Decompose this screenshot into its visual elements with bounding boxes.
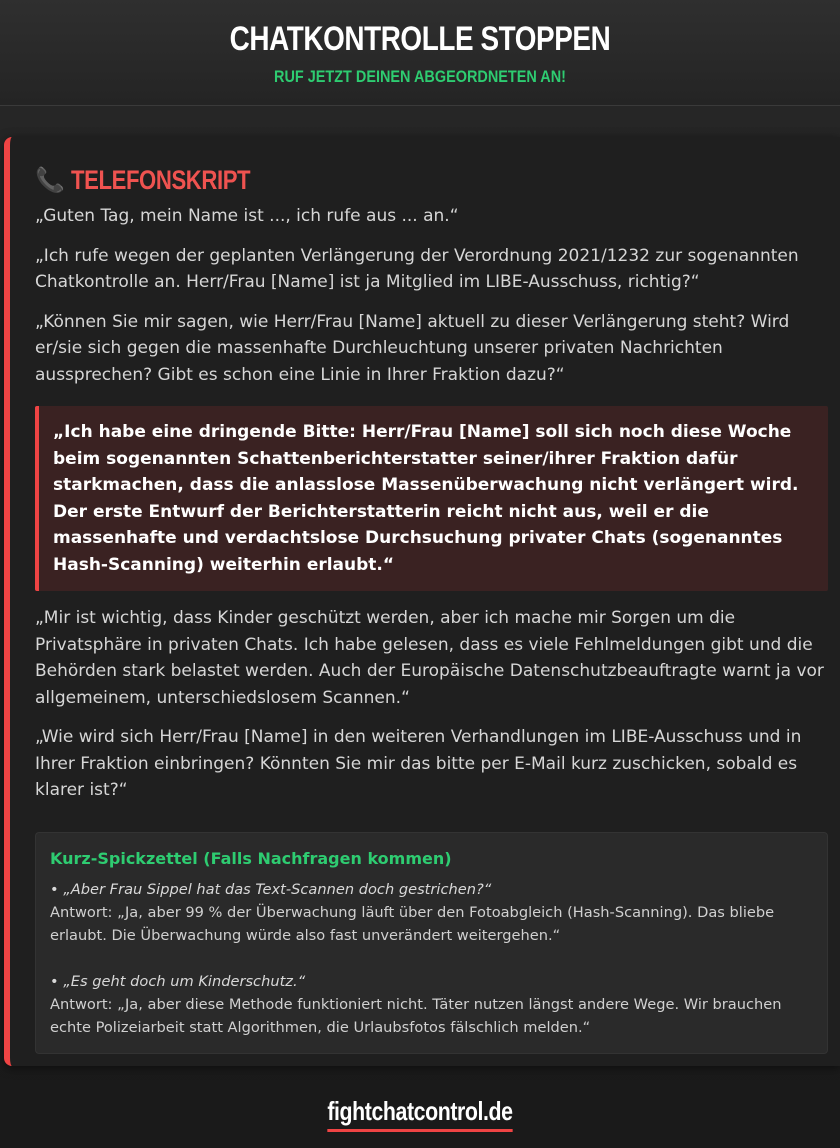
- tip-answer: Antwort: „Ja, aber 99 % der Überwachung läuft über den Fotoabgleich (Hash-Scanning). Das bliebe erlaubt. Die Überwachung würde also fast unverändert weitergehen.“: [50, 903, 775, 944]
- website-link[interactable]: fightchatcontrol.de: [327, 1096, 512, 1132]
- tip-answer: Antwort: „Ja, aber diese Methode funktioniert nicht. Täter nutzen längst andere Wege. Wir brauchen echte Polizeiarbeit statt Algorithmen, die Urlaubsfotos fälschlich melden.“: [50, 995, 782, 1036]
- cheat-sheet-item: [50, 970, 813, 1039]
- page-title: CHATKONTROLLE STOPPEN: [229, 20, 611, 58]
- cheat-sheet-item: [50, 878, 813, 947]
- page-header: [0, 0, 840, 106]
- script-paragraph-5: „Wie wird sich Herr/Frau [Name] in den weiteren Verhandlungen im LIBE-Ausschuss und in Ihrer Fraktion einbringen? Könnten Sie mir das bitte per E-Mail kurz zuschicken, sobald es klarer ist?“: [35, 727, 802, 800]
- highlight-box: [35, 406, 828, 591]
- card-title-text: TELEFONSKRIPT: [71, 164, 251, 195]
- script-paragraph-4: „Mir ist wichtig, dass Kinder geschützt werden, aber ich mache mir Sorgen um die Privatsphäre in privaten Chats. Ich habe gelesen, dass es viele Fehlmeldungen gibt und die Behörden stark belastet werden. Auch der Europäische Datenschutzbeauftragte warnt ja vor allgemeinem, unterschiedslosem Scannen.“: [35, 608, 824, 708]
- script-paragraph-2: „Ich rufe wegen der geplanten Verlängerung der Verordnung 2021/1232 zur sogenannten Chatkontrolle an. Herr/Frau [Name] ist ja Mitglied im LIBE-Ausschuss, richtig?“: [35, 245, 799, 292]
- phone-script-card: [4, 137, 840, 1066]
- script-paragraph-1: „Guten Tag, mein Name ist ..., ich rufe aus ... an.“: [35, 206, 459, 226]
- script-paragraph-3: „Können Sie mir sagen, wie Herr/Frau [Name] aktuell zu dieser Verlängerung steht? Wird er/sie sich gegen die massenhafte Durchleuchtung unserer privaten Nachrichten aussprechen? Gibt es schon eine Linie in Ihrer Fraktion dazu?“: [35, 311, 790, 385]
- page-footer: [0, 1096, 840, 1132]
- cheat-sheet-box: [35, 832, 828, 1054]
- card-title: [35, 163, 828, 197]
- page-subtitle: RUF JETZT DEINEN ABGEORDNETEN AN!: [274, 67, 566, 86]
- tip-question: • „Es geht doch um Kinderschutz.“: [50, 972, 306, 990]
- tip-question: • „Aber Frau Sippel hat das Text-Scannen doch gestrichen?“: [50, 880, 492, 898]
- cheat-sheet-title: Kurz-Spickzettel (Falls Nachfragen kommen): [50, 848, 452, 868]
- phone-icon: 📞: [35, 166, 65, 194]
- highlight-text: „Ich habe eine dringende Bitte: Herr/Frau [Name] soll sich noch diese Woche beim sogenannten Schattenberichterstatter seiner/ihrer Fraktion dafür starkmachen, dass die anlasslose Massenüberwachung nicht verlängert wird. Der erste Entwurf der Berichterstatterin reicht nicht aus, weil er die massenhafte und verdachtslose Durchsuchung privater Chats (sogenanntes Hash-Scanning) weiterhin erlaubt.“: [53, 422, 799, 575]
